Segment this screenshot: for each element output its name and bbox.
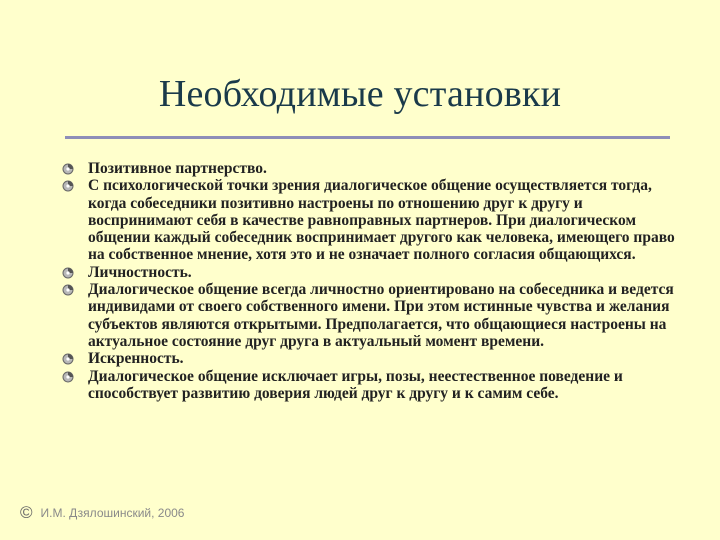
list-item-text: Диалогическое общение исключает игры, позы, неестественное поведение и способствует развитию доверия людей друг к другу и к самим себе. (88, 367, 623, 402)
list-item (60, 160, 675, 177)
list-item (60, 264, 675, 281)
bullet-icon (60, 177, 88, 194)
bullet-icon (60, 350, 88, 367)
copyright-icon: © (20, 503, 33, 522)
footer (20, 503, 184, 523)
footer-author: И.М. Дзялошинский, 2006 (40, 506, 185, 520)
bullet-icon (60, 281, 88, 298)
bullet-icon (60, 368, 88, 385)
list-item (60, 368, 675, 403)
list-item (60, 177, 675, 263)
bullet-list (60, 160, 675, 402)
list-item-text: С психологической точки зрения диалогическое общение осуществляется тогда, когда собеседники позитивно настроены по отношению друг к другу и воспринимают себя в качестве равноправных партнеров. При диалогическом общении каждый собеседник воспринимает другого как человека, имеющего право на собственное мнение, хотя это и не означает полного согласия общающихся. (88, 177, 675, 264)
title-divider (65, 136, 670, 139)
list-item-text: Личностность. (88, 263, 192, 281)
bullet-icon (60, 160, 88, 177)
list-item (60, 350, 675, 367)
list-item (60, 281, 675, 350)
list-item-text: Диалогическое общение всегда личностно ориентировано на собеседника и ведется индивидами от своего собственного имени. При этом истинные чувства и желания субъектов являются открытыми. Предполагается, что общающиеся настроены на актуальное состояние друг друга в актуальный момент времени. (88, 281, 674, 350)
list-item-text: Искренность. (88, 350, 184, 368)
slide-title: Необходимые установки (158, 73, 562, 115)
list-item-text: Позитивное партнерство. (88, 160, 267, 177)
bullet-icon (60, 264, 88, 281)
